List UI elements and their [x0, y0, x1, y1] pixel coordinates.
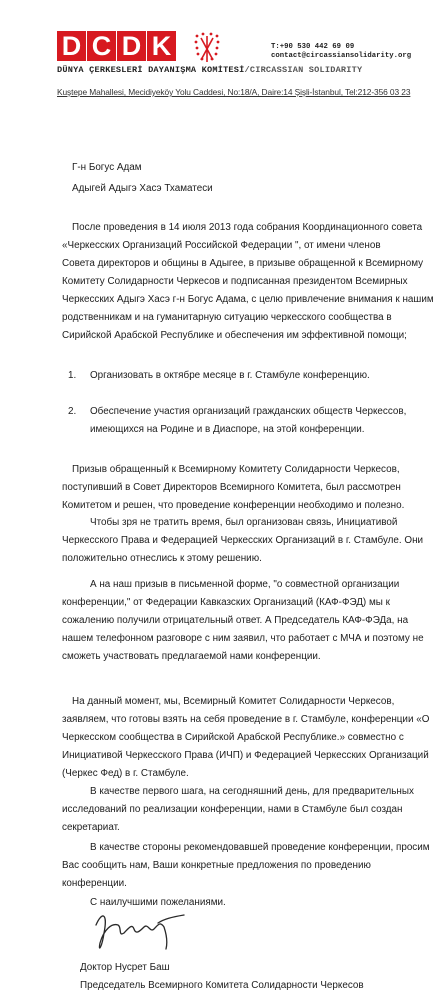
body-line: поступивший в Совет Директоров Всемирного Комитета, был рассмотрен [62, 482, 401, 493]
intro-line: родственникам и на гуманитарную ситуацию черкесского сообщества в [62, 312, 392, 323]
contact-phone: T:+90 530 442 69 09 [271, 43, 355, 51]
intro-line: «Черкесских Организаций Российской Федерации ", от имени членов [62, 240, 381, 251]
circassian-flag-arrows-icon [193, 32, 221, 66]
body-line: сожалению получили отрицательный ответ. А Председатель КАФ-ФЭДа, на [62, 615, 409, 626]
intro-line: После проведения в 14 июля 2013 года собрания Координационного совета [72, 222, 423, 233]
intro-line: Черкесских Адыгэ Хасэ г-н Богус Адама, с целю привлечение внимания к нашим [62, 294, 434, 305]
org-name-en: /CIRCASSIAN SOLIDARITY [244, 65, 363, 75]
logo-letter: D [117, 31, 146, 61]
intro-line: Комитету Солидарности Черкесов и подписанная президентом Всемирных [62, 276, 408, 287]
list-item: Организовать в октябре месяце в г. Стамбуле конференцию. [90, 370, 370, 381]
body-line: заявляем, что готовы взять на себя проведение в г. Стамбуле, конференции «О [62, 714, 430, 725]
signatory-title: Председатель Всемирного Комитета Солидарности Черкесов [80, 980, 364, 991]
body-line: конференции," от Федерации Кавказских Организаций (КАФ-ФЭД) мы к [62, 597, 390, 608]
body-line: исследований по реализации конференции, нами в Стамбуле был создан [62, 804, 403, 815]
closing: С наилучшими пожеланиями. [90, 897, 226, 908]
intro-line: Совета директоров и общины в Адыгее, в призыве обращенной к Всемирному [62, 258, 424, 269]
org-title [57, 65, 362, 75]
org-name-tr: DÜNYA ÇERKESLERİ DAYANIŞMA KOMİTESİ [57, 65, 245, 75]
body-line: Черкесского Права и Федерацией Черкесских Организаций в г. Стамбуле. Они [62, 535, 424, 546]
logo-letter: C [87, 31, 116, 61]
recipient-org: Адыгей Адыгэ Хасэ Тхаматеси [72, 183, 213, 194]
recipient-name: Г-н Богус Адам [72, 162, 142, 173]
body-line: На данный момент, мы, Всемирный Комитет Солидарности Черкесов, [72, 696, 395, 707]
body-line: секретариат. [62, 822, 120, 833]
dcdk-logo [57, 31, 176, 61]
letterhead [0, 0, 441, 100]
body-line: сможеть участвовать предлагаемой нами конференции. [62, 651, 321, 662]
intro-line: Сирийской Арабской Республике и обеспечения им эффективной помощи; [62, 330, 407, 341]
signatory-name: Доктор Нусрет Баш [80, 962, 170, 973]
logo-letter: D [57, 31, 86, 61]
body-line: А на наш призыв в письменной форме, "о совместной организации [90, 579, 400, 590]
body-line: конференции. [62, 878, 127, 889]
body-line: Инициативой Черкесского Права (ИЧП) и Федерацией Черкесских Организаций [62, 750, 429, 761]
logo-letter: K [147, 31, 176, 61]
list-number: 2. [68, 406, 77, 417]
list-item: имеющихся на Родине и в Диаспоре, на этой конференции. [90, 424, 365, 435]
body-line: Чтобы зря не тратить время, был организован связь, Инициативой [90, 517, 398, 528]
body-line: Комитетом и решен, что проведение конференции необходимо и полезно. [62, 500, 405, 511]
body-line: В качестве стороны рекомендовавшей проведение конференции, просим [90, 842, 430, 853]
handwritten-signature [88, 903, 198, 963]
body-line: Черкесском сообщества в Сирийской Арабской Республике.» совместно с [62, 732, 404, 743]
org-address: Kuştepe Mahallesi, Mecidiyeköy Yolu Caddesi, No:18/A, Daire:14 Şişli-İstanbul, Tel:212-356 03 23 [57, 87, 411, 97]
body-line: Вас сообщить нам, Ваши конкретные предложения по проведению [62, 860, 371, 871]
list-item: Обеспечение участия организаций гражданских обществ Черкессов, [90, 406, 407, 417]
body-line: (Черкес Фед) в г. Стамбуле. [62, 768, 189, 779]
contact-email: contact@circassiansolidarity.org [271, 52, 412, 60]
body-line: Призыв обращенный к Всемирному Комитету Солидарности Черкесов, [72, 464, 400, 475]
body-line: В качестве первого шага, на сегодняшний день, для предварительных [90, 786, 414, 797]
body-line: положительно отнеслись к этому решению. [62, 553, 262, 564]
list-number: 1. [68, 370, 77, 381]
contact-info [271, 43, 411, 61]
body-line: нашем телефонном разговоре с ним заявил, что работает с МЧА и поэтому не [62, 633, 424, 644]
